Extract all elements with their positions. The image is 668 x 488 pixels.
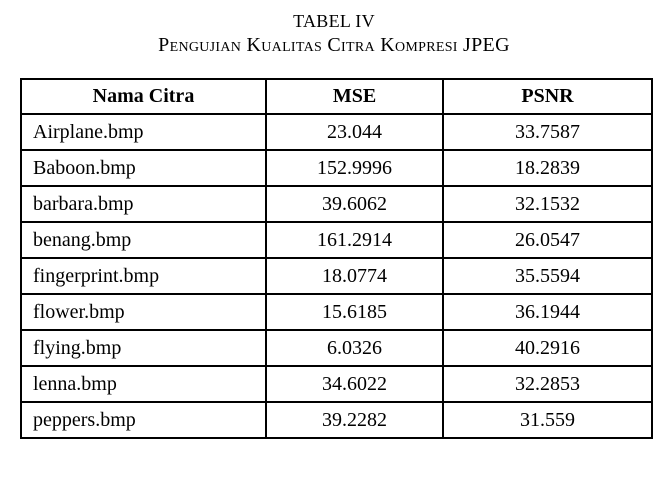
cell-mse: 6.0326 bbox=[266, 330, 443, 366]
cell-image-name: benang.bmp bbox=[21, 222, 266, 258]
cell-psnr: 18.2839 bbox=[443, 150, 652, 186]
cell-image-name: fingerprint.bmp bbox=[21, 258, 266, 294]
cell-psnr: 35.5594 bbox=[443, 258, 652, 294]
table-row bbox=[21, 186, 652, 222]
table-row bbox=[21, 366, 652, 402]
cell-psnr: 32.1532 bbox=[443, 186, 652, 222]
cell-image-name: flower.bmp bbox=[21, 294, 266, 330]
header-mse: MSE bbox=[266, 79, 443, 114]
cell-image-name: peppers.bmp bbox=[21, 402, 266, 438]
cell-mse: 23.044 bbox=[266, 114, 443, 150]
cell-psnr: 26.0547 bbox=[443, 222, 652, 258]
table-caption bbox=[0, 10, 668, 57]
table-row bbox=[21, 330, 652, 366]
cell-image-name: barbara.bmp bbox=[21, 186, 266, 222]
cell-image-name: flying.bmp bbox=[21, 330, 266, 366]
table-row bbox=[21, 402, 652, 438]
cell-mse: 39.2282 bbox=[266, 402, 443, 438]
table-row bbox=[21, 258, 652, 294]
cell-psnr: 40.2916 bbox=[443, 330, 652, 366]
header-psnr: PSNR bbox=[443, 79, 652, 114]
table-row bbox=[21, 150, 652, 186]
header-nama-citra: Nama Citra bbox=[21, 79, 266, 114]
cell-mse: 161.2914 bbox=[266, 222, 443, 258]
table-number: TABEL IV bbox=[293, 11, 375, 31]
cell-image-name: Baboon.bmp bbox=[21, 150, 266, 186]
table-row bbox=[21, 114, 652, 150]
header-row bbox=[21, 79, 652, 114]
table-row bbox=[21, 222, 652, 258]
cell-image-name: lenna.bmp bbox=[21, 366, 266, 402]
cell-psnr: 36.1944 bbox=[443, 294, 652, 330]
results-table bbox=[20, 78, 653, 439]
cell-mse: 15.6185 bbox=[266, 294, 443, 330]
cell-mse: 152.9996 bbox=[266, 150, 443, 186]
cell-mse: 34.6022 bbox=[266, 366, 443, 402]
cell-psnr: 32.2853 bbox=[443, 366, 652, 402]
cell-psnr: 31.559 bbox=[443, 402, 652, 438]
cell-mse: 39.6062 bbox=[266, 186, 443, 222]
cell-mse: 18.0774 bbox=[266, 258, 443, 294]
cell-psnr: 33.7587 bbox=[443, 114, 652, 150]
cell-image-name: Airplane.bmp bbox=[21, 114, 266, 150]
table-title: Pengujian Kualitas Citra Kompresi JPEG bbox=[158, 34, 510, 56]
table-row bbox=[21, 294, 652, 330]
